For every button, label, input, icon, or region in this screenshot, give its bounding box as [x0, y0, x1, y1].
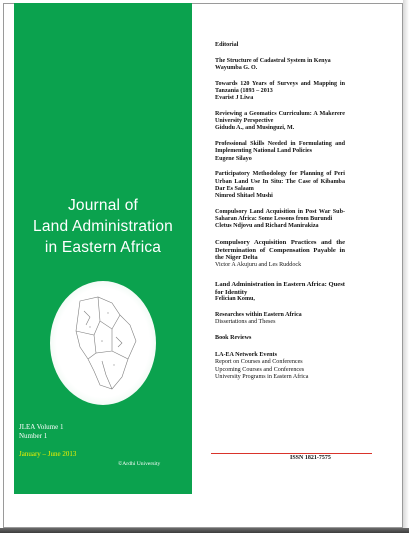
issn: ISSN 1821-7575	[290, 455, 331, 461]
journal-title-line-2: Land Administration	[33, 218, 173, 235]
toc-title: Researches within Eastern Africa	[215, 311, 302, 318]
network-item: Upcoming Courses and Conferences	[215, 366, 305, 373]
toc-title: Book Reviews	[215, 334, 252, 341]
toc-author: Eugene Silayo	[215, 155, 252, 162]
toc-entry	[215, 141, 345, 163]
toc-entry	[215, 335, 345, 342]
toc-author: Victor A Akujuru and Les Ruddock	[215, 261, 302, 268]
issue-date: January – June 2013	[19, 450, 77, 458]
toc-title: Reviewing a Geomatics Curriculum: A Makerere University Perspective	[215, 111, 345, 125]
volume-info	[19, 423, 63, 440]
toc-title: Professional Skills Needed in Formulating and Implementing National Land Policies	[215, 141, 345, 155]
volume-line: JLEA Volume 1	[19, 423, 64, 431]
toc-entry	[215, 81, 345, 103]
page-edge-shadow	[403, 0, 409, 533]
toc-title: Participatory Methodology for Planning of Peri Urban Land Use In Situ: The Case of Kibamba Dar Es Salaam	[215, 171, 345, 192]
toc-author: Felician Komu,	[215, 296, 255, 303]
toc-author: Cletus Ndjovu and Richard Manirakiza	[215, 223, 319, 230]
toc-entry	[215, 281, 345, 303]
network-item: Report on Courses and Conferences	[215, 359, 303, 366]
toc-author: Gidudu A., and Musinguzi, M.	[215, 125, 295, 132]
toc-title: Compulsory Land Acquisition in Post War Sub-Saharan Africa: Some Lessons from Burundi	[215, 208, 345, 223]
toc-entry	[215, 312, 345, 326]
toc-title: Land Administration in Eastern Africa: Quest for Identity	[215, 281, 345, 296]
toc-author: Evarist J Liwa	[215, 95, 254, 102]
journal-title	[14, 195, 192, 258]
toc-title: Towards 120 Years of Surveys and Mapping in Tanzania (1893 – 2013	[215, 80, 345, 94]
journal-title-line-3: in Eastern Africa	[44, 239, 162, 256]
toc-entry	[215, 111, 345, 133]
toc-author: Dissertations and Theses	[215, 319, 276, 326]
toc-title: The Structure of Cadastral System in Kenya	[215, 57, 331, 64]
toc-entry	[215, 239, 345, 269]
toc-entry	[215, 171, 345, 200]
toc-entry	[215, 209, 345, 231]
network-title: LA-EA Network Events	[215, 352, 277, 359]
green-band	[14, 3, 192, 494]
toc-author: Wayumba G. O.	[215, 65, 258, 71]
copyright: ©Ardhi University	[118, 461, 161, 467]
toc-author: Nimrod Shitael Mushi	[215, 193, 273, 200]
network-item: University Programs in Eastern Africa	[215, 373, 309, 380]
number-line: Number 1	[19, 431, 48, 440]
journal-title-line-1: Journal of	[67, 197, 139, 214]
table-of-contents	[215, 42, 345, 390]
toc-title: Compulsory Acquisition Practices and the Determination of Compensation Payable in the Niger Delta	[215, 239, 345, 262]
page-bottom-shadow	[0, 528, 409, 533]
toc-entry	[215, 58, 345, 72]
eastern-africa-map-icon	[50, 281, 156, 405]
red-rule	[211, 453, 372, 454]
toc-entry	[215, 42, 345, 49]
network-events	[215, 352, 345, 381]
toc-title: Editorial	[215, 42, 239, 48]
